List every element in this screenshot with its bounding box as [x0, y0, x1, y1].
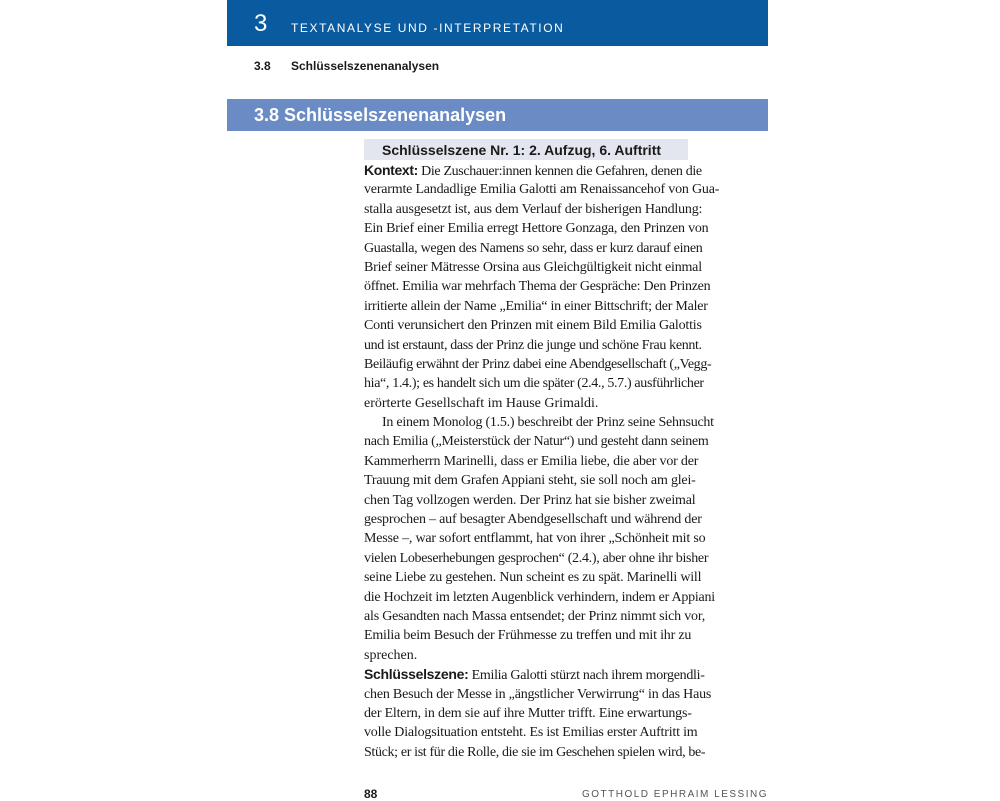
text-line: Guastalla, wegen des Namens so sehr, dass er kurz darauf einen — [364, 240, 703, 256]
text-line: nach Emilia („Meisterstück der Natur“) und gesteht dann seinem — [364, 434, 709, 450]
page-number: 88 — [364, 787, 378, 801]
text-line: Kammerherrn Marinelli, dass er Emilia liebe, die aber vor der — [364, 453, 699, 469]
text-line: seine Liebe zu gestehen. Nun scheint es zu spät. Marinelli will — [364, 570, 702, 586]
text-line: vielen Lobeserhebungen gesprochen“ (2.4.), aber ohne ihr bisher — [364, 550, 709, 566]
text-line: hia“, 1.4.); es handelt sich um die später (2.4., 5.7.) ausführlicher — [364, 376, 704, 392]
text-line: die Hochzeit im letzten Augenblick verhindern, indem er Appiani — [364, 589, 715, 605]
text-line: Brief seiner Mätresse Orsina aus Gleichgültigkeit nicht einmal — [364, 259, 702, 275]
text-line: irritierte allein der Name „Emilia“ in einer Bittschrift; der Maler — [364, 298, 708, 314]
text-line: stalla ausgesetzt ist, aus dem Verlauf der bisherigen Handlung: — [364, 201, 703, 217]
text-line: Beiläufig erwähnt der Prinz dabei eine Abendgesellschaft („Vegg- — [364, 356, 712, 372]
text-line: chen Besuch der Messe in „ängstlicher Verwirrung“ in das Haus — [364, 686, 712, 702]
text-line: und ist erstaunt, dass der Prinz die junge und schöne Frau kennt. — [364, 337, 702, 353]
text-line: chen Tag vollzogen werden. Der Prinz hat sie bisher zweimal — [364, 492, 696, 508]
subsection-number: 3.8 — [254, 59, 271, 73]
subsection-title: Schlüsselszenenanalysen — [291, 59, 440, 73]
text-line: Messe –, war sofort entflammt, hat von ihrer „Schönheit mit so — [364, 531, 706, 547]
section-title: 3.8 Schlüsselszenenanalysen — [254, 105, 507, 125]
text-line: gesprochen – auf besagter Abendgesellschaft und während der — [364, 512, 702, 528]
text-line: Emilia beim Besuch der Frühmesse zu treffen und mit ihr zu — [364, 628, 692, 644]
text-line: sprechen. — [364, 647, 418, 663]
text-line — [364, 665, 769, 684]
chapter-number: 3 — [254, 10, 268, 37]
text-line: Trauung mit dem Grafen Appiani steht, sie soll noch am glei- — [364, 473, 696, 489]
text-line: verarmte Landadlige Emilia Galotti am Renaissancehof von Gua- — [364, 182, 720, 198]
chapter-title: TEXTANALYSE UND -INTERPRETATION — [291, 21, 565, 35]
text-line: In einem Monolog (1.5.) beschreibt der Prinz seine Sehnsucht — [382, 415, 714, 431]
text-line-content: Die Zuschauer:innen kennen die Gefahren, denen die — [417, 164, 702, 179]
context-label: Kontext: — [364, 162, 418, 178]
footer-author: GOTTHOLD EPHRAIM LESSING — [581, 789, 768, 800]
key-scene-label: Schlüsselszene: — [364, 666, 469, 683]
text-line: Conti verunsichert den Prinzen mit einem Bild Emilia Galottis — [364, 318, 702, 334]
text-line — [364, 161, 769, 180]
scene-heading: Schlüsselszene Nr. 1: 2. Aufzug, 6. Auftritt — [382, 142, 662, 158]
text-line: öffnet. Emilia war mehrfach Thema der Gespräche: Den Prinzen — [364, 279, 711, 295]
text-line: der Eltern, in dem sie auf ihre Mutter trifft. Eine erwartungs- — [364, 705, 692, 721]
text-line: Ein Brief einer Emilia erregt Hettore Gonzaga, den Prinzen von — [364, 221, 709, 237]
text-line: als Gesandten nach Massa entsendet; der Prinz nimmt sich vor, — [364, 608, 706, 624]
text-line: Stück; er ist für die Rolle, die sie im Geschehen spielen wird, be- — [364, 744, 706, 760]
text-line-content: Emilia Galotti stürzt nach ihrem morgendli- — [468, 668, 705, 684]
body-text — [364, 161, 769, 762]
text-line: erörterte Gesellschaft im Hause Grimaldi. — [364, 395, 599, 411]
text-line: volle Dialogsituation entsteht. Es ist Emilias erster Auftritt im — [364, 725, 698, 741]
